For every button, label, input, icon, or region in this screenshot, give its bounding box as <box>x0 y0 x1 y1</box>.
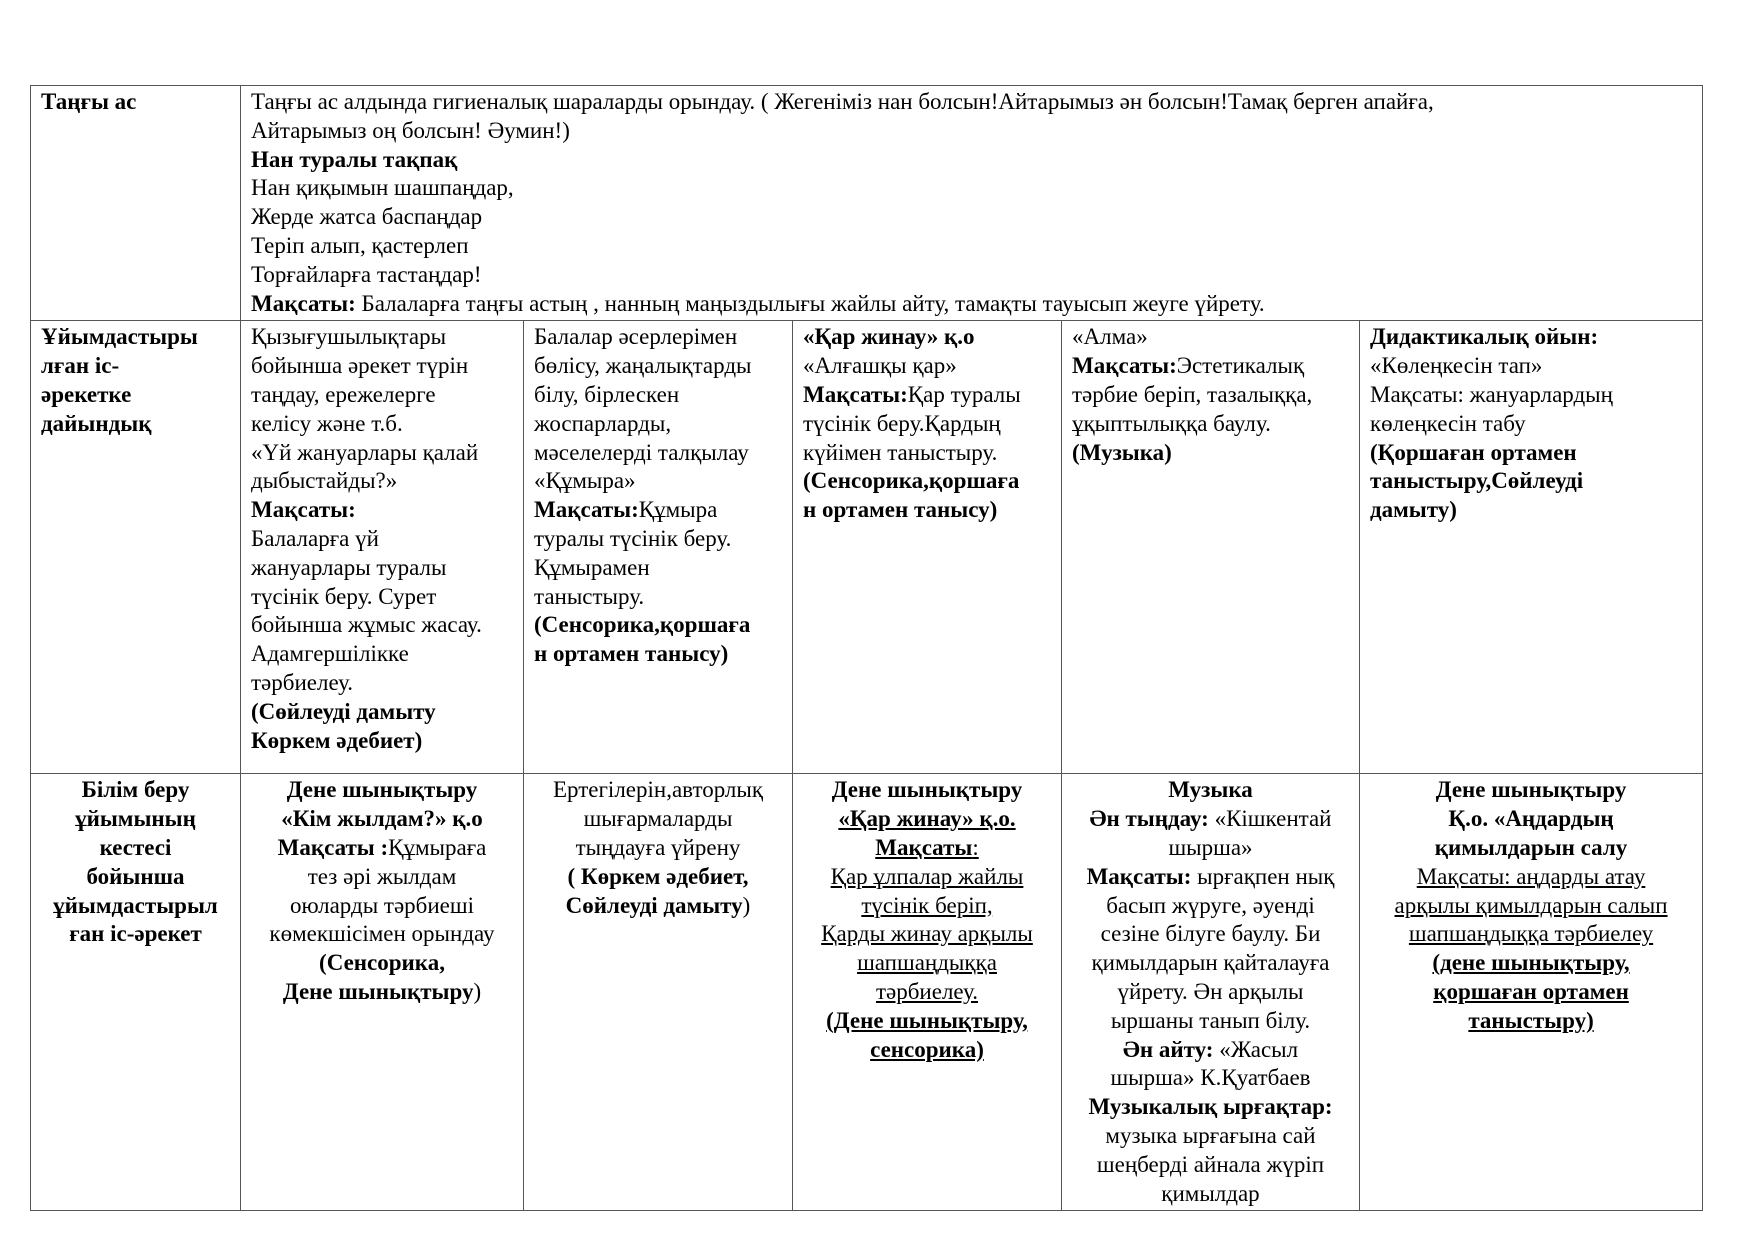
row-preparation <box>31 321 1703 774</box>
header-breakfast: Таңғы ас <box>31 86 241 321</box>
goal-label: Мақсаты: <box>251 497 356 523</box>
header-preparation: Ұйымдастыры лған іс- әрекетке дайындық <box>31 321 241 774</box>
prep-activity-5: Дидактикалық ойын: «Көлеңкесін тап» Мақсаты: жануарлардың көлеңкесін табу (Қоршаған ортамен таныстыру,Сөйлеуді дамыту) <box>1360 321 1703 774</box>
breakfast-goal: Мақсаты: Балаларға таңғы астың , нанның маңыздылығы жайлы айту, тамақты тауысып жеуге үйрету. <box>251 290 1265 316</box>
rhyme-line: Теріп алып, қастерлеп <box>251 232 469 258</box>
rhyme-title: Нан туралы тақпақ <box>251 146 458 172</box>
prep-activity-1: Қызығушылықтары бойынша әрекет түрін таңдау, ережелерге келісу және т.б. «Үй жануарлары қалай дыбыстайды?» Мақсаты: Балаларға үй жануарлары туралы түсінік беру. Сурет бойынша жұмыс жасау. Адамгершілікке тәрбиелеу. (Сөйлеуді дамыту Көркем әдебиет) <box>241 321 524 774</box>
header-schedule: Білім беру ұйымының кестесі бойынша ұйымдастырыл ған іс-әрекет <box>31 774 241 1211</box>
schedule-activity-4: Музыка Ән тыңдау: «Кішкентай шырша» Мақсаты: ырғақпен нық басып жүруге, әуенді сезіне білуге баулу. Би қимылдарын қайталауға үйрету. Ән арқылы ыршаны танып білу. Ән айту: «Жасыл шырша» К.Қуатбаев Музыкалық ырғақтар: музыка ырғағына сай шеңберді айнала жүріп қимылдар <box>1062 774 1360 1211</box>
schedule-activity-5: Дене шынықтыру Қ.о. «Аңдардың қимылдарын салу Мақсаты: аңдарды атау арқылы қимылдарын салып шапшаңдыққа тәрбиелеу (дене шынықтыру, қоршаған ортамен таныстыру) <box>1360 774 1703 1211</box>
prep-activity-3: «Қар жинау» қ.о «Алғашқы қар» Мақсаты:Қар туралы түсінік беру.Қардың күйімен таныстыру. (Сенсорика,қоршаға н ортамен танысу) <box>793 321 1062 774</box>
schedule-activity-3: Дене шынықтыру «Қар жинау» қ.о. Мақсаты: Қар ұлпалар жайлы түсінік беріп, Қарды жинау арқылы шапшаңдыққа тәрбиелеу. (Дене шынықтыру, сенсорика) <box>793 774 1062 1211</box>
schedule-activity-2: Ертегілерін,авторлық шығармаларды тыңдауға үйрену ( Көркем әдебиет, Сөйлеуді дамыту) <box>524 774 793 1211</box>
schedule-activity-1: Дене шынықтыру «Кім жылдам?» қ.о Мақсаты :Құмыраға тез әрі жылдам оюларды тәрбиеші көмекшісімен орындау (Сенсорика, Дене шынықтыру) <box>241 774 524 1211</box>
breakfast-content: Таңғы ас алдында гигиеналық шараларды орындау. ( Жегеніміз нан болсын!Айтарымыз ән болсын!Тамақ берген апайға, Айтарымыз оң болсын! Әумин!) Нан туралы тақпақ Нан қиқымын шашпаңдар, Жерде жатса баспаңдар Теріп алып, қастерлеп Торғайларға тастаңдар! Мақсаты: Балаларға таңғы астың , нанның маңыздылығы жайлы айту, тамақты тауысып жеуге үйрету. <box>241 86 1703 321</box>
prep-activity-2: Балалар әсерлерімен бөлісу, жаңалықтарды білу, бірлескен жоспарларды, мәселелерді талқылау «Құмыра» Мақсаты:Құмыра туралы түсінік беру. Құмырамен таныстыру. (Сенсорика,қоршаға н ортамен танысу) <box>524 321 793 774</box>
rhyme-line: Нан қиқымын шашпаңдар, <box>251 175 514 201</box>
rhyme-line: Торғайларға тастаңдар! <box>251 261 482 287</box>
row-schedule <box>31 774 1703 1211</box>
daily-plan-table <box>30 85 1703 1211</box>
prep-activity-4: «Алма» Мақсаты:Эстетикалық тәрбие беріп, тазалыққа, ұқыптылыққа баулу. (Музыка) <box>1062 321 1360 774</box>
breakfast-intro: Таңғы ас алдында гигиеналық шараларды орындау. ( Жегеніміз нан болсын!Айтарымыз ән болсын!Тамақ берген апайға, <box>251 89 1434 114</box>
row-breakfast <box>31 86 1703 321</box>
rhyme-line: Жерде жатса баспаңдар <box>251 204 483 230</box>
